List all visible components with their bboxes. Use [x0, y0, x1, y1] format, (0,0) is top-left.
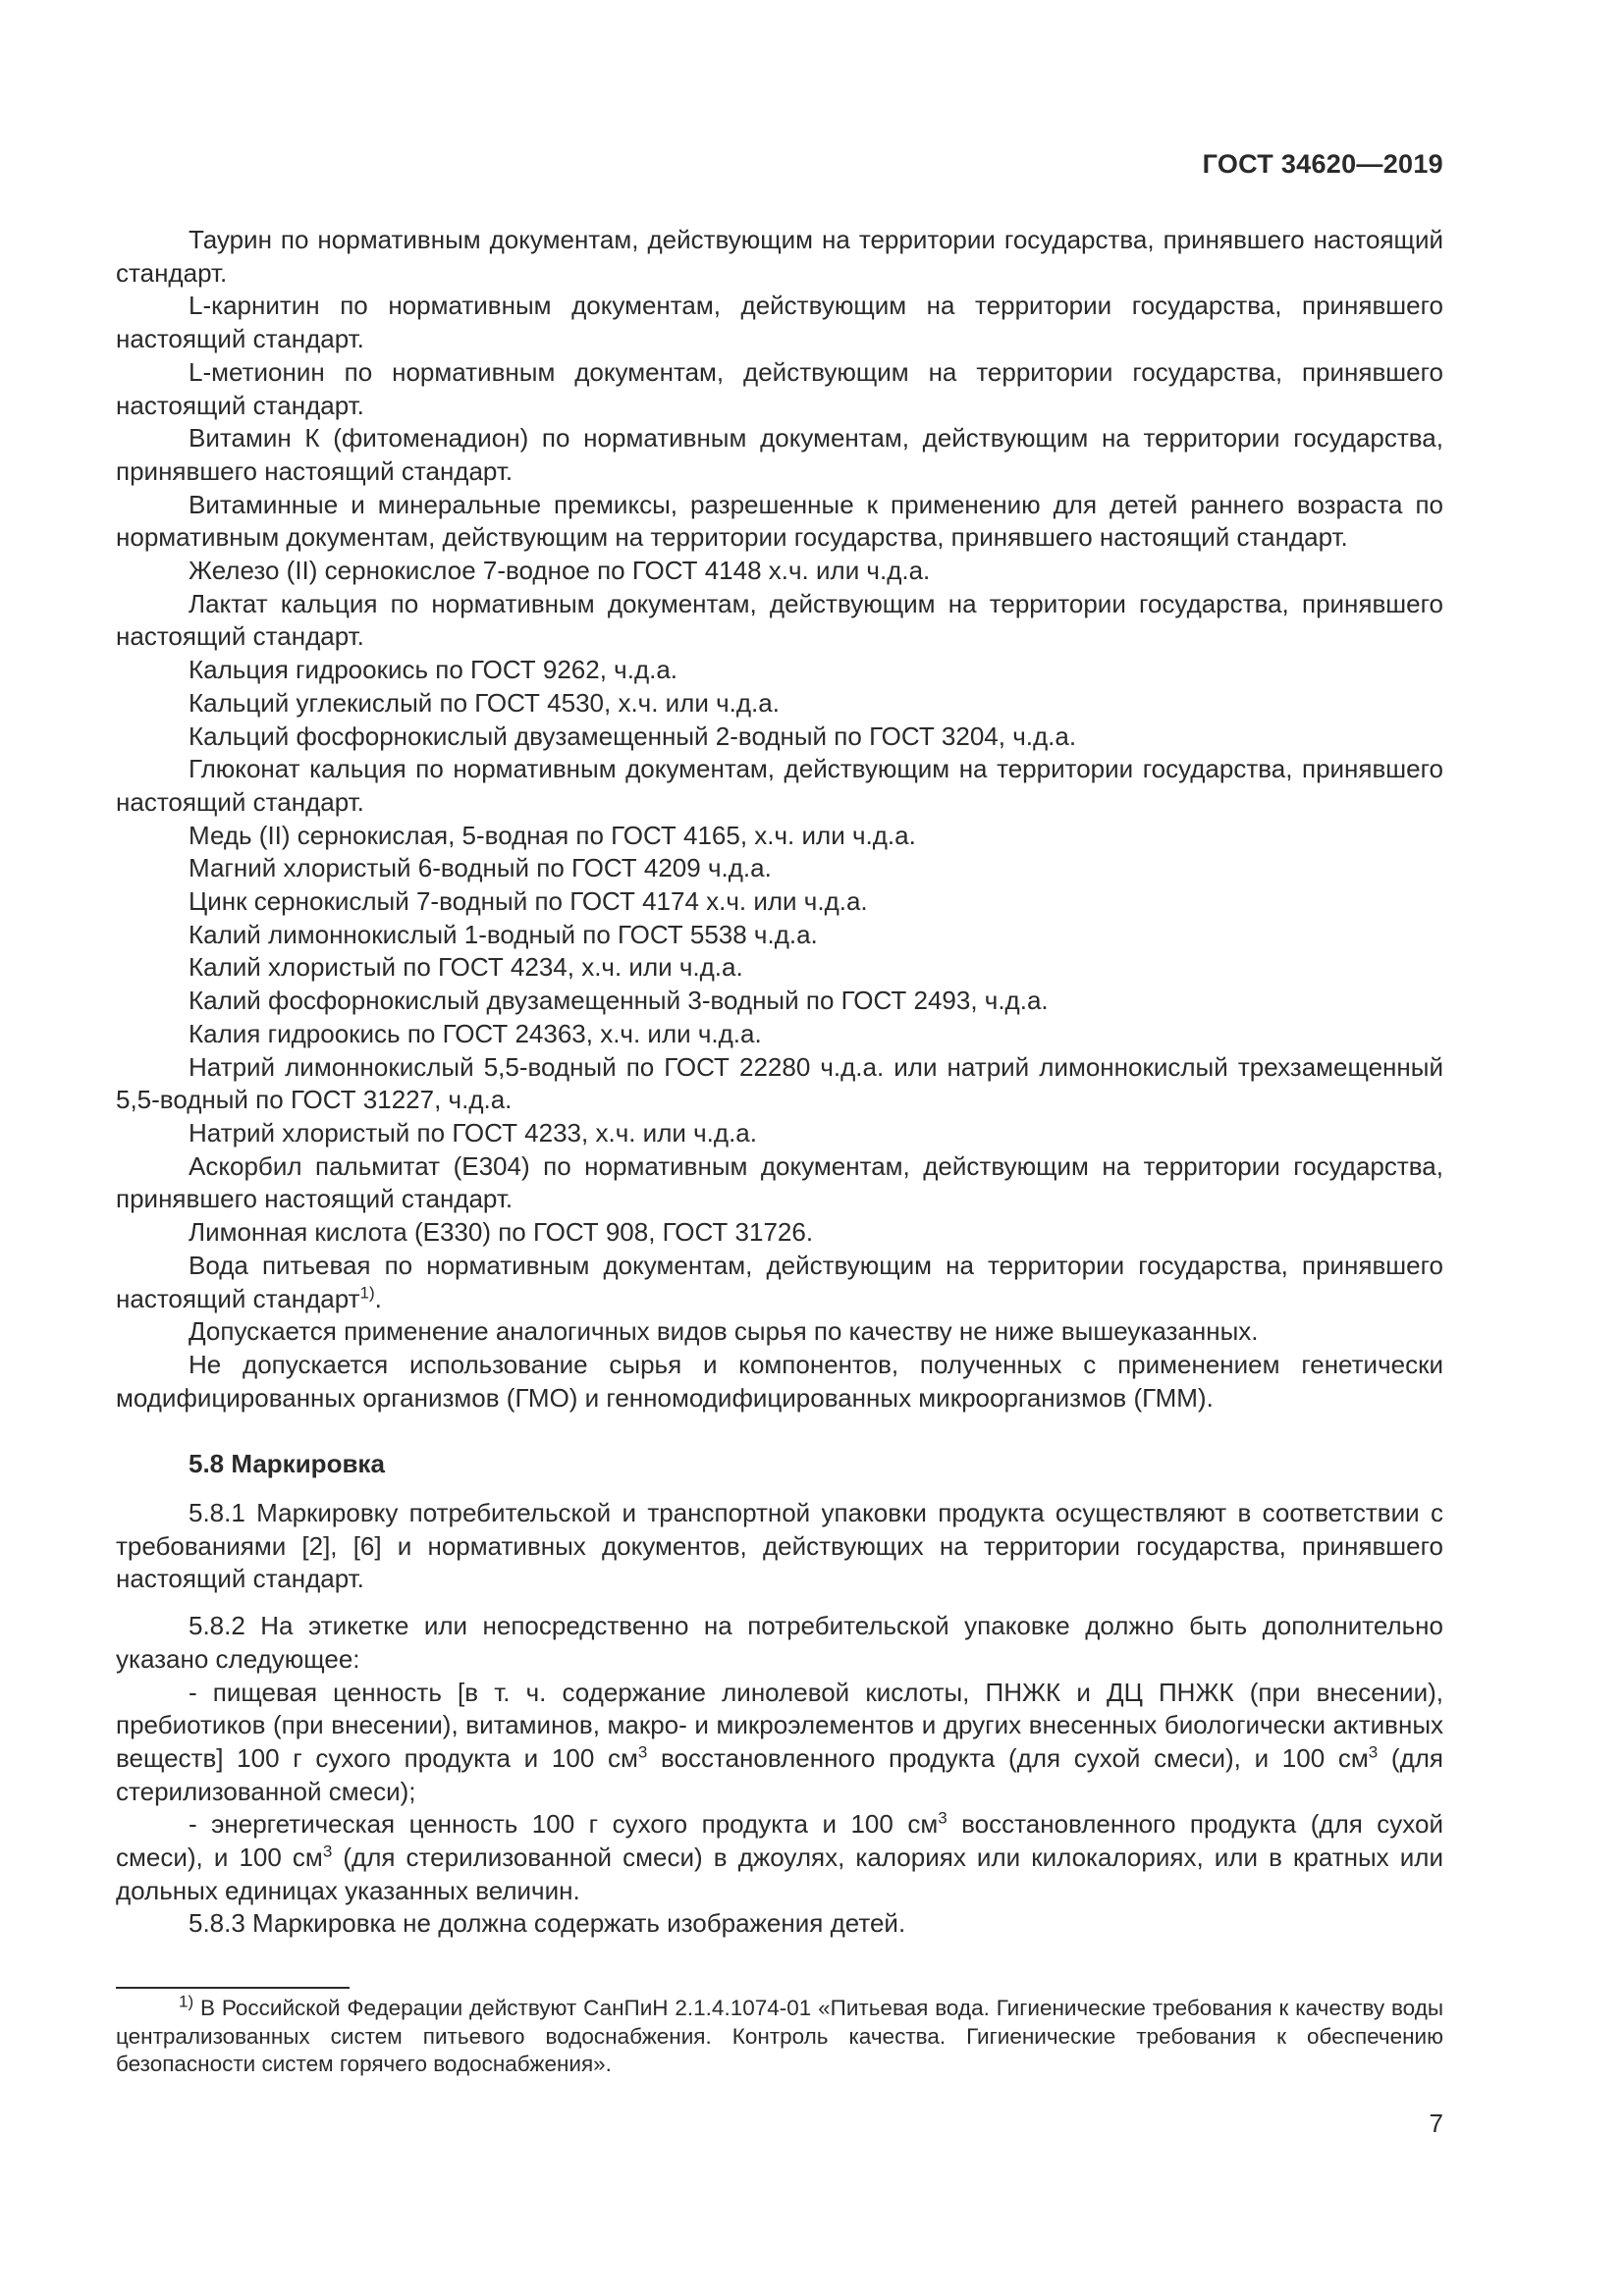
- clause-5-8-2: 5.8.2 На этикетке или непосредственно на потребительской упаковке должно быть дополнительно указано следующее:: [116, 1611, 1443, 1674]
- material-item: Натрий лимоннокислый 5,5-водный по ГОСТ 22280 ч.д.а. или натрий лимоннокислый трехзамещенный 5,5-водный по ГОСТ 31227, ч.д.а.: [116, 1051, 1443, 1115]
- material-item: Калий хлористый по ГОСТ 4234, х.ч. или ч.д.а.: [189, 952, 743, 983]
- section-title: 5.8 Маркировка: [189, 1449, 385, 1479]
- materials-list: [116, 224, 1443, 1250]
- material-item: Таурин по нормативным документам, действующим на территории государства, принявшего настоящий стандарт.: [116, 225, 1443, 288]
- material-item: Кальций фосфорнокислый двузамещенный 2-водный по ГОСТ 3204, ч.д.а.: [189, 721, 1077, 751]
- paragraph: Допускается применение аналогичных видов сырья по качеству не ниже вышеуказанных.: [189, 1316, 1259, 1347]
- material-item: Витаминные и минеральные премиксы, разрешенные к применению для детей раннего возраста по нормативным документам, действующим на территории государства, принявшего настоящий стандарт.: [116, 489, 1443, 553]
- footnote-separator: [116, 1987, 350, 1989]
- material-item: Аскорбил пальмитат (Е304) по нормативным документам, действующим на территории государства, принявшего настоящий стандарт.: [116, 1150, 1443, 1214]
- document-header: ГОСТ 34620—2019: [1202, 149, 1443, 179]
- material-item: Лактат кальция по нормативным документам, действующим на территории государства, принявшего настоящий стандарт.: [116, 588, 1443, 652]
- bullet-text: - пищевая ценность [в т. ч. содержание линолевой кислоты, ПНЖК и ДЦ ПНЖК (при внесении), пребиотиков (при внесении), витаминов, макро- и микроэлементов и других внесенных биологически активных веществ] 100 г сухого продукта и 100 см: [116, 1677, 1443, 1773]
- footnote-mark: 1): [179, 1992, 194, 2011]
- bullet-text: (для стерилизованной смеси) в джоулях, калориях или килокалориях, или в кратных или дольных единицах указанных величин.: [116, 1842, 1443, 1905]
- material-item: Цинк сернокислый 7-водный по ГОСТ 4174 х.ч. или ч.д.а.: [189, 886, 868, 917]
- superscript: 3: [1368, 1742, 1379, 1762]
- material-item: Калий фосфорнокислый двузамещенный 3-водный по ГОСТ 2493, ч.д.а.: [189, 986, 1049, 1016]
- bullet-text: (для стерилизованной смеси);: [116, 1742, 1443, 1806]
- clause-5-8-3: 5.8.3 Маркировка не должна содержать изображения детей.: [189, 1908, 906, 1939]
- material-item: Лимонная кислота (Е330) по ГОСТ 908, ГОСТ 31726.: [189, 1217, 814, 1248]
- material-item: Витамин К (фитоменадион) по нормативным документам, действующим на территории государства, принявшего настоящий стандарт.: [116, 423, 1443, 486]
- material-item: Калия гидроокись по ГОСТ 24363, х.ч. или ч.д.а.: [189, 1018, 762, 1048]
- superscript: 3: [938, 1808, 947, 1828]
- bullet-text: восстановленного продукта (для сухой смеси), и 100 см: [116, 1809, 1443, 1873]
- document-body: [116, 224, 1443, 1941]
- material-item: Железо (II) сернокислое 7-водное по ГОСТ 4148 х.ч. или ч.д.а.: [189, 556, 931, 586]
- material-item: Медь (II) сернокислая, 5-водная по ГОСТ 4165, х.ч. или ч.д.а.: [189, 820, 916, 850]
- footnote-text: В Российской Федерации действуют СанПиН 2.1.4.1074-01 «Питьевая вода. Гигиенические требования к качеству воды централизованных систем питьевого водоснабжения. Контроль качества. Гигиенические требования к обеспечению безопасности систем горячего водоснабжения».: [116, 1996, 1443, 2076]
- superscript: 3: [322, 1842, 333, 1861]
- material-item: Кальций углекислый по ГОСТ 4530, х.ч. или ч.д.а.: [189, 687, 780, 718]
- material-item: L-карнитин по нормативным документам, действующим на территории государства, принявшего настоящий стандарт.: [116, 291, 1443, 354]
- material-item: Натрий хлористый по ГОСТ 4233, х.ч. или ч.д.а.: [189, 1117, 757, 1148]
- material-item: Глюконат кальция по нормативным документам, действующим на территории государства, принявшего настоящий стандарт.: [116, 754, 1443, 817]
- water-paragraph: [116, 1250, 1443, 1315]
- footnote-ref[interactable]: 1): [359, 1282, 375, 1302]
- footnote: [116, 1992, 1443, 2079]
- material-item: Кальция гидроокись по ГОСТ 9262, ч.д.а.: [189, 655, 678, 685]
- material-item: L-метионин по нормативным документам, действующим на территории государства, принявшего настоящий стандарт.: [116, 356, 1443, 420]
- bullet-energy-value: [116, 1808, 1443, 1907]
- bullet-text: - энергетическая ценность 100 г сухого продукта и 100 см: [189, 1809, 939, 1840]
- water-text: Вода питьевая по нормативным документам, действующим на территории государства, принявшего настоящий стандарт: [116, 1250, 1443, 1313]
- material-item: Калий лимоннокислый 1-водный по ГОСТ 5538 ч.д.а.: [189, 919, 818, 949]
- paragraph: Не допускается использование сырья и компонентов, полученных с применением генетически модифицированных организмов (ГМО) и генномодифицированных микроорганизмов (ГММ).: [116, 1349, 1443, 1413]
- bullet-text: восстановленного продукта (для сухой смеси), и 100 см: [647, 1742, 1369, 1773]
- bullet-nutritional-value: [116, 1677, 1443, 1809]
- water-text-end: .: [374, 1283, 382, 1313]
- superscript: 3: [637, 1742, 648, 1762]
- material-item: Магний хлористый 6-водный по ГОСТ 4209 ч.д.а.: [189, 853, 772, 883]
- page-number: 7: [1429, 2109, 1443, 2138]
- clause-5-8-1: 5.8.1 Маркировку потребительской и транспортной упаковки продукта осуществляют в соответствии с требованиями [2], [6] и нормативных документов, действующих на территории государства, принявшего настоящий стандарт.: [116, 1498, 1443, 1594]
